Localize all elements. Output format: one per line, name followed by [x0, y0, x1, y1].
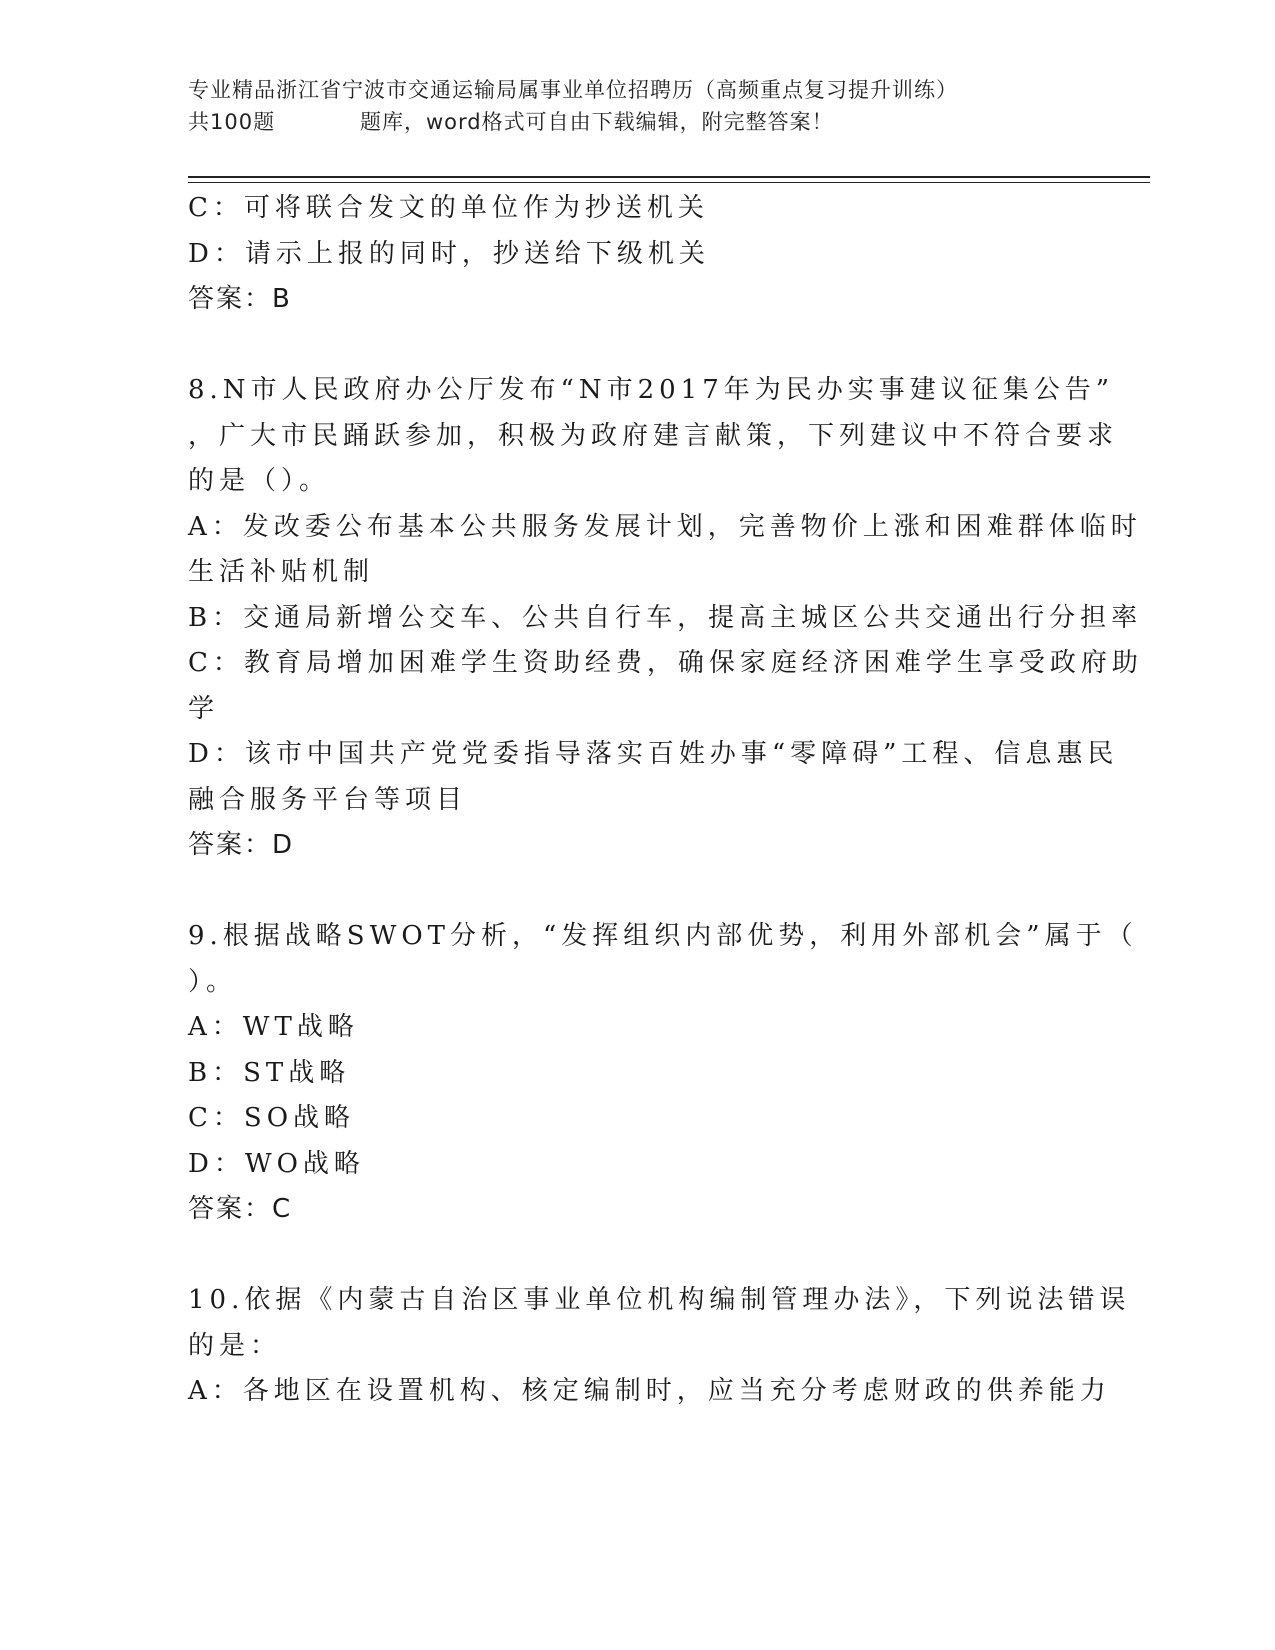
- q9-answer: 答案：C: [188, 1194, 293, 1224]
- header-divider-thin: [188, 182, 1150, 183]
- spacer: [188, 323, 1068, 369]
- q9-stem-line: ）。: [188, 966, 238, 997]
- spacer: [188, 1233, 1068, 1279]
- q8-option-d-cont: 融合服务平台等项目: [188, 784, 468, 815]
- q8-option-d: D：该市中国共产党党委指导落实百姓办事“零障碍”工程、信息惠民: [188, 739, 1119, 769]
- q8-option-c: C：教育局增加困难学生资助经费，确保家庭经济困难学生享受政府助: [188, 648, 1143, 678]
- q8-answer: 答案：D: [188, 830, 295, 860]
- q8-option-c-cont: 学: [188, 693, 220, 724]
- header-subtitle-text: 题库，word格式可自由下载编辑，附完整答案！: [360, 110, 834, 134]
- q7-option-d: D：请示上报的同时，抄送给下级机关: [188, 238, 710, 269]
- q9-option-d: D：WO战略: [188, 1148, 365, 1179]
- q8-option-a-cont: 生活补贴机制: [188, 557, 375, 587]
- q8-stem-line: 的是（）。: [188, 466, 331, 496]
- q9-stem-line: 9.根据战略SWOT分析，“发挥组织内部优势，利用外部机会”属于（: [188, 921, 1138, 951]
- q10-stem-line: 10.依据《内蒙古自治区事业单位机构编制管理办法》，下列说法错误: [188, 1285, 1131, 1315]
- q8-option-a: A：发改委公布基本公共服务发展计划，完善物价上涨和困难群体临时: [188, 511, 1142, 542]
- q10-option-a: A：各地区在设置机构、核定编制时，应当充分考虑财政的供养能力: [188, 1376, 1111, 1406]
- header-subtitle-line: [188, 106, 1088, 138]
- header-divider-thick: [188, 176, 1150, 178]
- spacer: [188, 869, 1068, 915]
- q7-option-c: C：可将联合发文的单位作为抄送机关: [188, 193, 709, 223]
- q9-option-c: C：SO战略: [188, 1103, 356, 1133]
- q8-stem-line: 8.N市人民政府办公厅发布“N市2017年为民办实事建议征集公告”: [188, 375, 1115, 405]
- q7-answer: 答案：B: [188, 284, 292, 314]
- q10-stem-line: 的是：: [188, 1330, 282, 1361]
- page-header: [188, 74, 1088, 138]
- q8-option-b: B：交通局新增公交车、公共自行车，提高主城区公共交通出行分担率: [188, 602, 1143, 633]
- q9-option-a: A：WT战略: [188, 1012, 359, 1042]
- q8-stem-line: ，广大市民踊跃参加，积极为政府建言献策，下列建议中不符合要求: [188, 420, 1119, 451]
- q9-option-b: B：ST战略: [188, 1057, 351, 1088]
- question-count: 共100题: [188, 110, 276, 134]
- document-body: [188, 186, 1143, 1415]
- header-title-line: 专业精品浙江省宁波市交通运输局属事业单位招聘历（高频重点复习提升训练）: [188, 78, 958, 102]
